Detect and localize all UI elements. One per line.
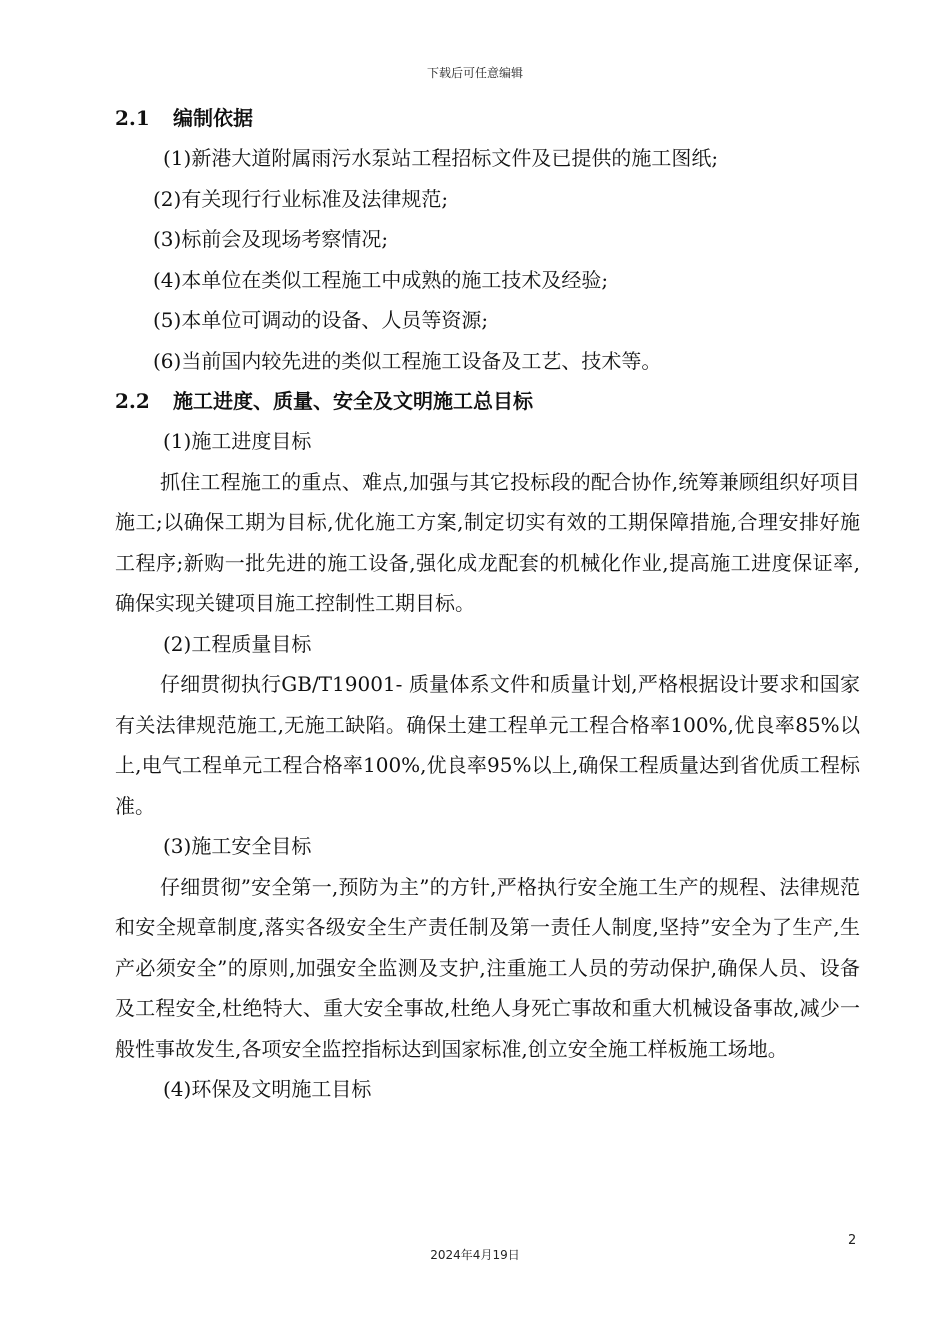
basis-item-4: (4)本单位在类似工程施工中成熟的施工技术及经验; xyxy=(153,267,609,292)
section-title: 编制依据 xyxy=(173,106,253,130)
subsection-title-schedule: (1)施工进度目标 xyxy=(163,429,312,453)
document-body xyxy=(115,98,860,1110)
paragraph-safety: 仔细贯彻”安全第一,预防为主”的方针,严格执行安全施工生产的规程、法律规范和安全规章制度,落实各级安全生产责任制及第一责任人制度,坚持”安全为了生产,生产必须安全”的原则,加强安全监测及支护,注重施工人员的劳动保护,确保人员、设备及工程安全,杜绝特大、重大安全事故,杜绝人身死亡事故和重大机械设备事故,减少一般性事故发生,各项安全监控指标达到国家标准,创立安全施工样板施工场地。 xyxy=(115,874,860,1061)
section-number: 2.1 xyxy=(115,106,150,130)
paragraph-quality: 仔细贯彻执行GB/T19001- 质量体系文件和质量计划,严格根据设计要求和国家有关法律规范施工,无施工缺陷。确保土建工程单元工程合格率100%,优良率85%以上,电气工程单元工程合格率100%,优良率95%以上,确保工程质量达到省优质工程标准。 xyxy=(115,672,860,818)
footer-date: 2024年4月19日 xyxy=(430,1248,520,1262)
basis-item-2: (2)有关现行行业标准及法律规范; xyxy=(153,186,449,211)
section-title: 施工进度、质量、安全及文明施工总目标 xyxy=(173,389,533,413)
section-number: 2.2 xyxy=(115,389,150,413)
subsection-title-safety: (3)施工安全目标 xyxy=(163,834,312,858)
subsection-title-quality: (2)工程质量目标 xyxy=(163,631,312,656)
basis-item-5: (5)本单位可调动的设备、人员等资源; xyxy=(153,308,489,332)
basis-item-3: (3)标前会及现场考察情况; xyxy=(153,227,389,251)
section-heading-2-2 xyxy=(115,381,860,421)
paragraph-schedule: 抓住工程施工的重点、难点,加强与其它投标段的配合协作,统筹兼顾组织好项目施工;以确保工期为目标,优化施工方案,制定切实有效的工期保障措施,合理安排好施工程序;新购一批先进的施工设备,强化成龙配套的机械化作业,提高施工进度保证率,确保实现关键项目施工控制性工期目标。 xyxy=(115,469,860,615)
subsection-title-environment: (4)环保及文明施工目标 xyxy=(163,1077,372,1101)
page-header: 下载后可任意编辑 xyxy=(426,66,523,80)
page-number: 2 xyxy=(848,1233,857,1248)
section-heading-2-1 xyxy=(115,98,860,138)
basis-item-1: (1)新港大道附属雨污水泵站工程招标文件及已提供的施工图纸; xyxy=(163,146,719,170)
basis-item-6: (6)当前国内较先进的类似工程施工设备及工艺、技术等。 xyxy=(153,348,662,373)
